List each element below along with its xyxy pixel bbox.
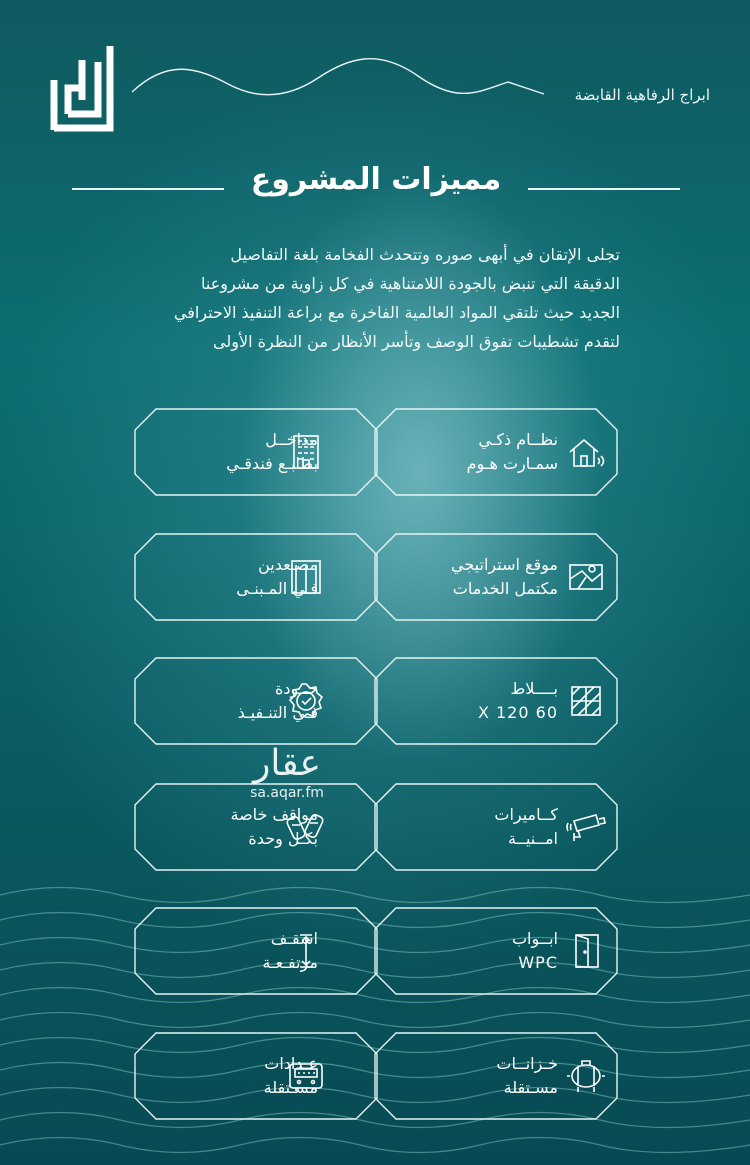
smart-home-icon [564,430,608,474]
feature-smart-home [374,408,618,496]
intro-line: تجلى الإتقان في أبهى صوره وتتحدث الفخامة بلغة التفاصيل [230,245,620,264]
feature-subtitle: مكتمل الخدمات [452,579,558,598]
cars-icon [284,805,328,849]
feature-title: مصـعدين [258,555,318,574]
feature-subtitle: فـي التنـفيـذ [237,703,318,722]
quality-badge-icon [284,679,328,723]
section-title [0,162,750,206]
intro-paragraph [120,240,620,356]
feature-tanks [374,1032,618,1120]
feature-tiles [374,657,618,745]
feature-subtitle: مسـتقلة [503,1078,558,1097]
feature-subtitle: بكـل وحدة [248,829,318,848]
feature-title: مداخــل [265,430,318,449]
intro-line: لتقدم تشطيبات تفوق الوصف وتأسر الأنظار من النظرة الأولى [213,332,620,351]
feature-location [374,533,618,621]
watermark-url: sa.aqar.fm [250,785,324,801]
feature-title: عـدادات [264,1054,318,1073]
feature-title: نظــام ذكـي [478,430,558,449]
feature-ceilings [134,907,378,995]
title-divider-right [528,188,680,190]
feature-title: خـزانــات [496,1054,558,1073]
feature-entrances [134,408,378,496]
brand-name: ابراج الرفاهية القابضة [574,86,710,104]
intro-line: الجديد حيث تلتقي المواد العالمية الفاخرة مع براعة التنفيذ الاحترافي [173,303,620,322]
feature-title: كــاميرات [494,805,558,824]
feature-title: بــــلاط [510,679,558,698]
company-logo [44,40,116,132]
door-icon [564,929,608,973]
feature-subtitle: بطابـع فندقـي [226,454,318,473]
feature-subtitle: WPC [518,953,558,972]
camera-icon [564,805,608,849]
tiles-icon [564,679,608,723]
meter-icon [284,1054,328,1098]
feature-meters [134,1032,378,1120]
feature-title: اسقـف [270,929,318,948]
feature-subtitle: فـي المـبنـى [236,579,318,598]
feature-title: جــودة [274,679,318,698]
watermark [232,744,342,802]
feature-cameras [374,783,618,871]
feature-subtitle: امــنيــة [508,829,558,848]
feature-elevators [134,533,378,621]
elevator-icon [284,555,328,599]
feature-title: موقع استراتيجي [451,555,558,574]
feature-title: ابــواب [511,929,558,948]
building-icon [284,430,328,474]
watermark-logo-text: عقار [252,743,322,784]
feature-doors [374,907,618,995]
tank-icon [564,1054,608,1098]
feature-subtitle: مرتفـعـة [262,953,318,972]
height-arrow-icon [284,929,328,973]
title-divider-left [72,188,224,190]
map-icon [564,555,608,599]
intro-line: الدقيقة التي تنبض بالجودة اللامتناهية في كل زاوية من مشروعنا [201,274,620,293]
feature-quality [134,657,378,745]
brand-wave-line [128,48,548,108]
page-title: مميزات المشروع [250,162,502,197]
feature-subtitle: 60 X 120 [477,703,558,722]
feature-title: مواقف خاصة [230,805,318,824]
feature-subtitle: سمـارت هـوم [466,454,558,473]
feature-subtitle: مسـتقلة [263,1078,318,1097]
